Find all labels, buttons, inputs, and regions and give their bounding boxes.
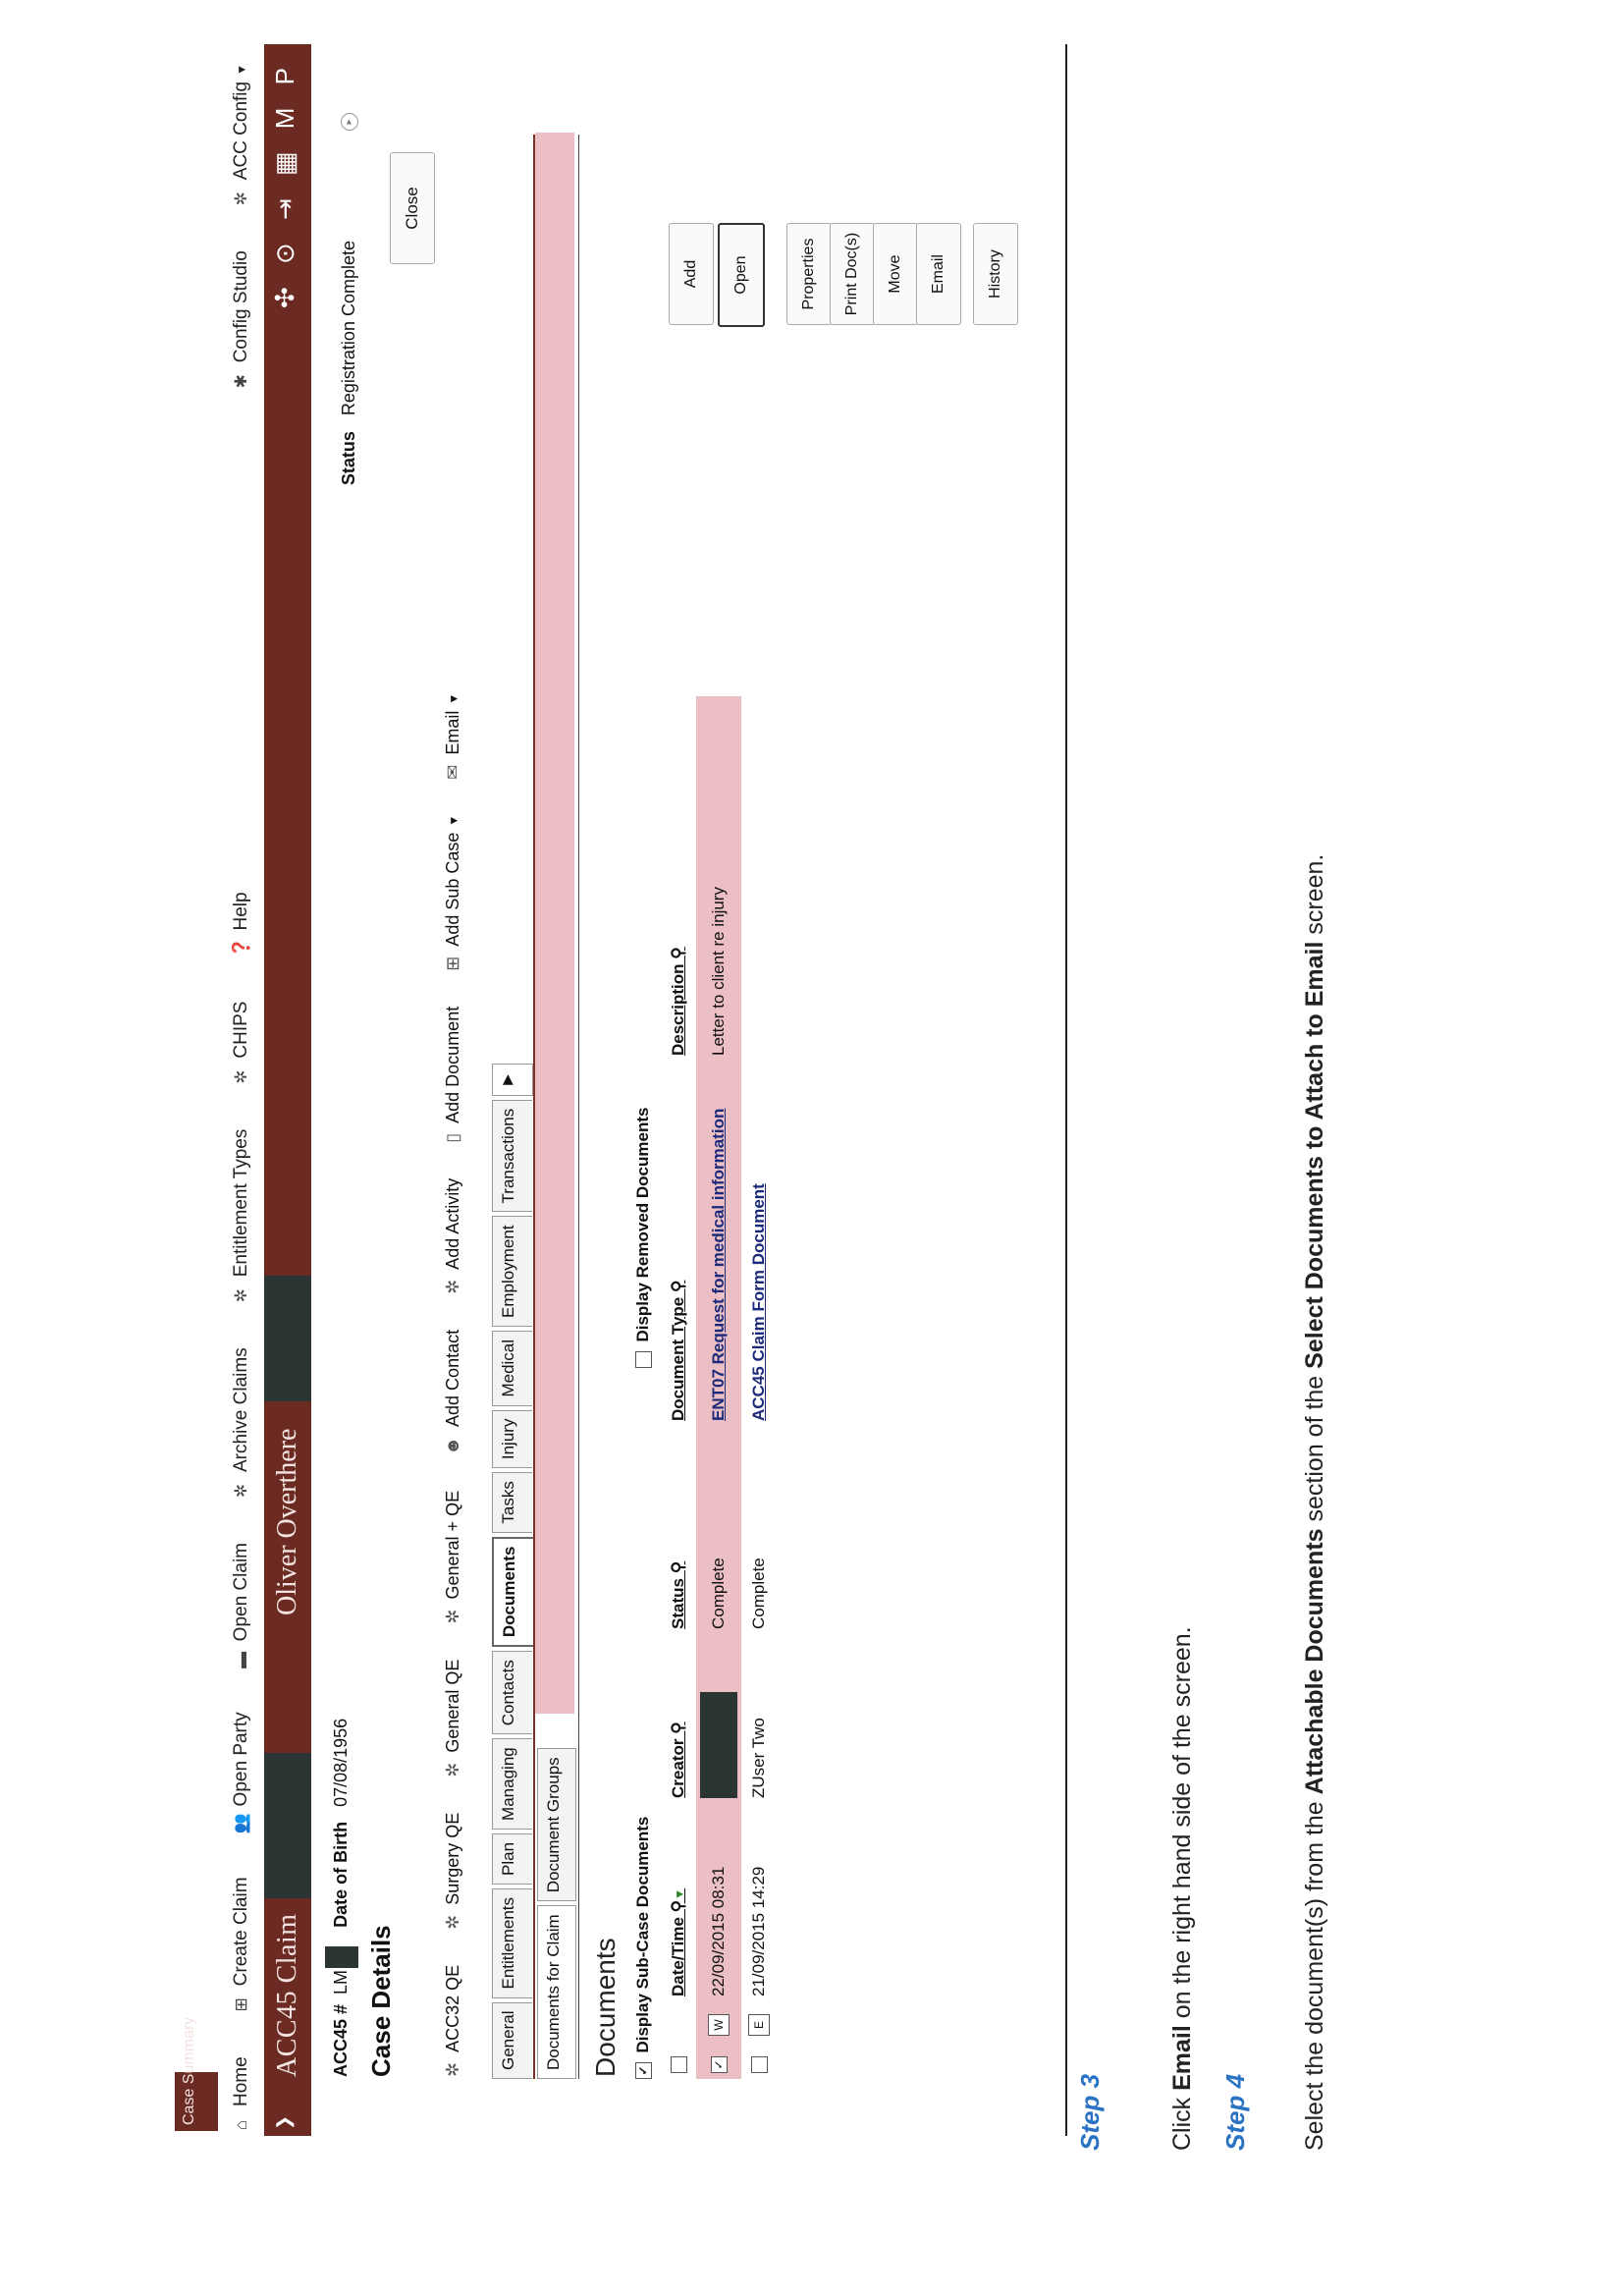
document-icon: E (748, 2014, 770, 2036)
tab-entitlements[interactable]: Entitlements (492, 1888, 532, 1998)
step3-text: Click Email on the right hand side of the screen. (1168, 1626, 1196, 2151)
help-icon: ❓ (232, 937, 250, 958)
action-email[interactable]: ✉ Email ▼ (443, 692, 462, 780)
gear-icon: ✲ (443, 1914, 462, 1930)
col-datetime[interactable]: Date/Time ⚲▼ (669, 1887, 687, 1996)
select-all-checkbox[interactable] (671, 2056, 687, 2073)
email-button[interactable]: Email (916, 223, 961, 325)
claim-title: ACC45 Claim (272, 1913, 302, 2077)
gear-icon: ✲ (443, 1279, 462, 1294)
redaction-block (700, 1692, 737, 1798)
gear-icon: ✲ (232, 1288, 250, 1303)
documents-title: Documents (590, 1938, 621, 2077)
chevron-down-icon: ▼ (446, 814, 460, 827)
word-document-icon: W (708, 2014, 730, 2036)
folder-icon: ▬ (232, 1651, 250, 1668)
step3-label: Step 3 (1075, 2073, 1105, 2151)
tab-plan[interactable]: Plan (492, 1833, 532, 1885)
nav-help[interactable]: ❓ Help (231, 892, 251, 958)
tab-scroll-right-icon[interactable]: ▶ (492, 1064, 533, 1096)
gear-icon: ✲ (232, 191, 250, 206)
tab-injury[interactable]: Injury (492, 1410, 532, 1469)
subtab-documents-for-claim[interactable]: Documents for Claim (537, 1905, 576, 2079)
properties-button[interactable]: Properties (786, 223, 832, 325)
documents-table (661, 696, 777, 2079)
action-surgery-qe[interactable]: ✲ Surgery QE (443, 1812, 462, 1930)
search-icon: ⚲ (669, 1280, 687, 1292)
gear-icon: ✲ (232, 1483, 250, 1499)
redaction-block (325, 1946, 358, 1968)
chevron-down-icon: ▼ (446, 692, 460, 705)
redaction-block (264, 1753, 311, 1898)
email-icon: ✉ (443, 764, 462, 780)
table-row[interactable]: ✓ W 22/09/2015 08:31 Complete ENT07 Request for medical information Letter to client re injury (696, 696, 741, 2079)
screenshot-bottom-border (1065, 44, 1067, 2136)
redaction-block (264, 1276, 311, 1401)
col-creator[interactable]: Creator ⚲ (669, 1722, 687, 1798)
add-button[interactable]: Add (669, 223, 714, 325)
gear-icon: ✲ (443, 2061, 462, 2077)
history-button[interactable]: History (973, 223, 1018, 325)
action-add-contact[interactable]: ☻ Add Contact (443, 1329, 462, 1455)
action-add-sub-case[interactable]: ⊞ Add Sub Case ▼ (443, 814, 462, 971)
open-button[interactable]: Open (718, 223, 765, 327)
home-icon: ⌂ (232, 2119, 250, 2131)
gear-icon: ✲ (443, 1762, 462, 1777)
tab-tasks[interactable]: Tasks (492, 1472, 532, 1532)
tab-documents[interactable]: Documents (492, 1537, 533, 1648)
document-subtabs (537, 1744, 576, 2079)
tab-employment[interactable]: Employment (492, 1216, 532, 1326)
subtab-divider (578, 135, 579, 2079)
tab-medical[interactable]: Medical (492, 1331, 532, 1406)
top-nav (221, 44, 262, 2136)
tab-managing[interactable]: Managing (492, 1738, 532, 1830)
search-icon: ⚲ (669, 1899, 687, 1913)
highlight-band (535, 133, 574, 1714)
nav-entitlement-types[interactable]: ✲ Entitlement Types (231, 1128, 251, 1303)
document-type-link[interactable]: ENT07 Request for medical information (709, 1108, 728, 1421)
collapse-icon[interactable]: ❯ (274, 2114, 294, 2130)
nav-home[interactable]: ⌂ Home (231, 2056, 252, 2134)
case-tabs (492, 1064, 533, 2079)
search-icon: ⚲ (669, 947, 687, 959)
search-icon: ⚲ (669, 1560, 687, 1574)
tools-icon: ✱ (232, 374, 250, 389)
sort-desc-icon: ▼ (673, 1887, 686, 1900)
close-button[interactable]: Close (390, 152, 435, 264)
step4-text: Select the document(s) from the Attachable Documents section of the Select Documents to Attach to Email screen. (1301, 853, 1328, 2151)
tab-general[interactable]: General (492, 2002, 532, 2079)
status-line: StatusRegistration Complete (339, 241, 358, 486)
subtab-document-groups[interactable]: Document Groups (537, 1748, 576, 1901)
col-description[interactable]: Description ⚲ (669, 947, 687, 1056)
people-icon: 👥 (232, 1813, 250, 1834)
tab-transactions[interactable]: Transactions (492, 1100, 532, 1213)
table-header-row (661, 696, 696, 2079)
checkbox-checked[interactable]: ✓ (635, 2062, 652, 2079)
nav-archive-claims[interactable]: ✲ Archive Claims (231, 1347, 251, 1499)
col-document-type[interactable]: Document Type ⚲ (669, 1280, 687, 1421)
plus-box-icon: ⊞ (232, 1997, 250, 2012)
chevron-down-icon: ▼ (235, 64, 248, 76)
gear-icon: ✲ (443, 1609, 462, 1624)
contact-icon: ☻ (443, 1436, 462, 1455)
action-general-qe[interactable]: ✲ General QE (443, 1659, 462, 1777)
print-docs-button[interactable]: Print Doc(s) (830, 223, 875, 325)
nav-open-party[interactable]: 👥 Open Party (231, 1712, 251, 1834)
nav-create-claim[interactable]: ⊞ Create Claim (231, 1877, 251, 2012)
table-row[interactable]: E 21/09/2015 14:29 ZUser Two Complete ACC45 Claim Form Document (741, 696, 777, 2079)
nav-config-studio[interactable]: ✱ Config Studio (231, 250, 251, 389)
step4-label: Step 4 (1220, 2073, 1250, 2151)
info-icon[interactable]: ▸ (341, 113, 358, 131)
option-removed[interactable]: Display Removed Documents (633, 1108, 653, 1368)
checkbox[interactable] (635, 1351, 652, 1368)
document-type-link[interactable]: ACC45 Claim Form Document (749, 1183, 768, 1421)
person-name: Oliver Overthere (272, 1428, 302, 1615)
action-acc32-qe[interactable]: ✲ ACC32 QE (443, 1964, 462, 2077)
search-icon: ⚲ (669, 1722, 687, 1734)
action-add-document[interactable]: ▯ Add Document (443, 1006, 462, 1143)
plus-box-icon: ⊞ (443, 956, 462, 971)
row-checkbox[interactable] (751, 2056, 768, 2073)
option-subcase[interactable]: ✓ Display Sub-Case Documents (633, 1817, 653, 2079)
document-icon: ▯ (443, 1132, 462, 1143)
header-tools-icons[interactable]: ✣ ⊙ ⇥ ▦ M P (270, 60, 299, 309)
action-general-plus-qe[interactable]: ✲ General + QE (443, 1490, 462, 1624)
row-checkbox-checked[interactable]: ✓ (711, 2056, 728, 2073)
col-status[interactable]: Status ⚲ (669, 1560, 687, 1629)
case-info: ACC45 # LM Date of Birth 07/08/1956 (325, 1719, 358, 2077)
nav-open-claim[interactable]: ▬ Open Claim (231, 1543, 251, 1668)
action-bar (443, 658, 463, 2077)
move-button[interactable]: Move (873, 223, 918, 325)
case-details-heading: Case Details (366, 1925, 396, 2077)
gear-icon: ✲ (232, 1069, 250, 1084)
rotated-screenshot (221, 44, 1075, 2136)
nav-acc-config[interactable]: ✲ ACC Config ▼ (231, 64, 251, 206)
action-add-activity[interactable]: ✲ Add Activity (443, 1177, 462, 1294)
nav-chips[interactable]: ✲ CHIPS (231, 1001, 251, 1084)
case-summary-label[interactable]: Case Summary (181, 2016, 197, 2125)
header-bar (264, 44, 311, 2136)
tab-contacts[interactable]: Contacts (492, 1651, 532, 1734)
